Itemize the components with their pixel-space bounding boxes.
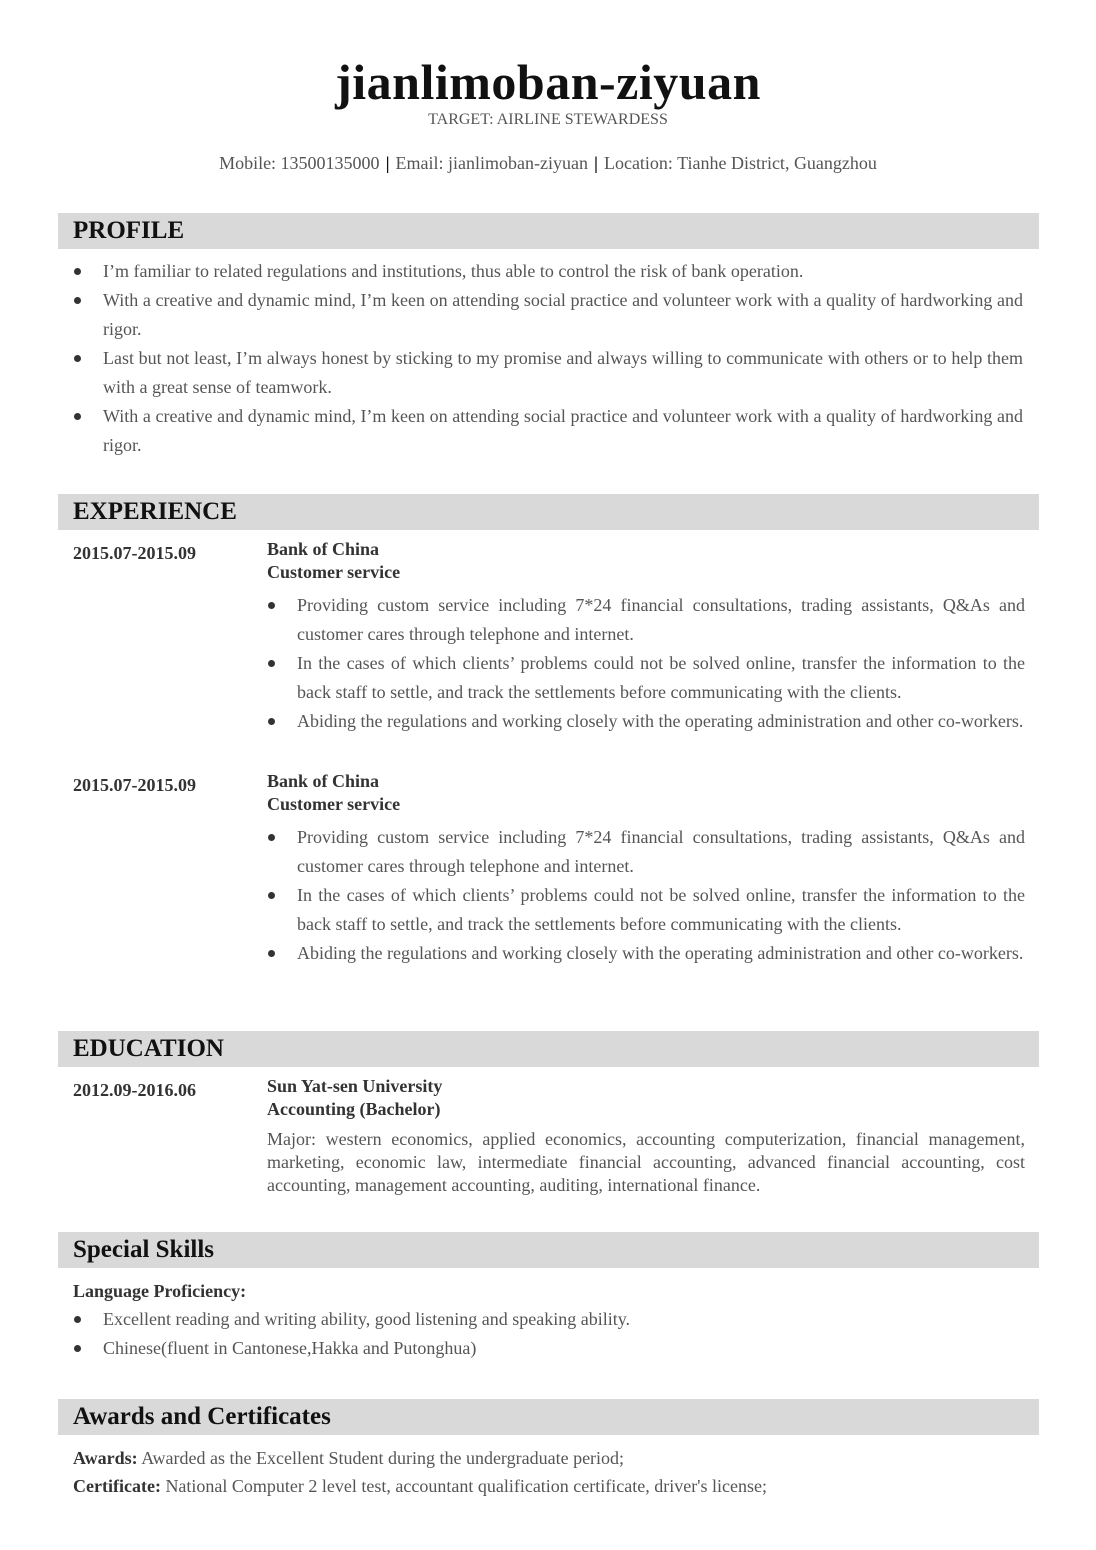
awards-text: Awarded as the Excellent Student during the undergraduate period; — [141, 1448, 625, 1468]
degree-name: Accounting (Bachelor) — [267, 1099, 441, 1119]
contact-line — [0, 152, 1096, 174]
profile-list — [73, 257, 1023, 460]
certificate-label: Certificate: — [73, 1476, 161, 1496]
section-title: Special Skills — [73, 1236, 215, 1263]
list-item: Abiding the regulations and working closely with the operating administration and other co-workers. — [267, 707, 1025, 736]
experience-date: 2015.07-2015.09 — [73, 775, 196, 795]
list-item: Abiding the regulations and working closely with the operating administration and other co-workers. — [267, 939, 1025, 968]
contact-separator: | — [593, 153, 598, 173]
list-item: In the cases of which clients’ problems could not be solved online, transfer the information to the back staff to settle, and track the settlements before communicating with the clients. — [267, 649, 1025, 707]
list-item: With a creative and dynamic mind, I’m keen on attending social practice and volunteer work with a quality of hardworking and rigor. — [73, 286, 1023, 344]
list-item: Excellent reading and writing ability, good listening and speaking ability. — [73, 1305, 1023, 1334]
experience-duties-list — [267, 591, 1025, 736]
experience-section-header — [58, 494, 1039, 530]
list-item: Providing custom service including 7*24 financial consultations, trading assistants, Q&As and customer cares through telephone and internet. — [267, 591, 1025, 649]
section-title: EDUCATION — [73, 1035, 224, 1062]
school-name: Sun Yat-sen University — [267, 1076, 443, 1096]
awards-section-header — [58, 1399, 1039, 1435]
list-item: Providing custom service including 7*24 financial consultations, trading assistants, Q&As and customer cares through telephone and internet. — [267, 823, 1025, 881]
certificate-text: National Computer 2 level test, accountant qualification certificate, driver's license; — [165, 1476, 767, 1496]
education-section-header — [58, 1031, 1039, 1067]
company-name: Bank of China — [267, 539, 380, 559]
awards-line — [73, 1446, 624, 1470]
target-position: TARGET: AIRLINE STEWARDESS — [428, 111, 668, 128]
major-description: Major: western economics, applied economics, accounting computerization, financial management, marketing, economic law, intermediate financial accounting, advanced financial accounting, cost accounting, management accounting, auditing, international finance. — [267, 1129, 1025, 1195]
list-item: I’m familiar to related regulations and institutions, thus able to control the risk of bank operation. — [73, 257, 1023, 286]
contact-separator: | — [385, 153, 390, 173]
section-title: EXPERIENCE — [73, 498, 237, 525]
skills-subtitle: Language Proficiency: — [73, 1281, 247, 1301]
job-role: Customer service — [267, 562, 401, 582]
list-item: Chinese(fluent in Cantonese,Hakka and Putonghua) — [73, 1334, 1023, 1363]
location-text: Location: Tianhe District, Guangzhou — [603, 153, 877, 173]
profile-section-header — [58, 213, 1039, 249]
certificate-line — [73, 1474, 767, 1498]
candidate-name: jianlimoban-ziyuan — [335, 54, 761, 110]
skills-list — [73, 1305, 1023, 1363]
experience-duties-list — [267, 823, 1025, 968]
experience-date: 2015.07-2015.09 — [73, 543, 196, 563]
list-item: In the cases of which clients’ problems could not be solved online, transfer the information to the back staff to settle, and track the settlements before communicating with the clients. — [267, 881, 1025, 939]
education-date: 2012.09-2016.06 — [73, 1080, 196, 1100]
skills-section-header — [58, 1232, 1039, 1268]
job-role: Customer service — [267, 794, 401, 814]
mobile-text: Mobile: 13500135000 — [219, 153, 380, 173]
company-name: Bank of China — [267, 771, 380, 791]
list-item: With a creative and dynamic mind, I’m keen on attending social practice and volunteer work with a quality of hardworking and rigor. — [73, 402, 1023, 460]
section-title: Awards and Certificates — [73, 1403, 331, 1430]
list-item: Last but not least, I’m always honest by sticking to my promise and always willing to communicate with others or to help them with a great sense of teamwork. — [73, 344, 1023, 402]
email-text: Email: jianlimoban-ziyuan — [395, 153, 588, 173]
section-title: PROFILE — [73, 217, 185, 244]
awards-label: Awards: — [73, 1448, 138, 1468]
